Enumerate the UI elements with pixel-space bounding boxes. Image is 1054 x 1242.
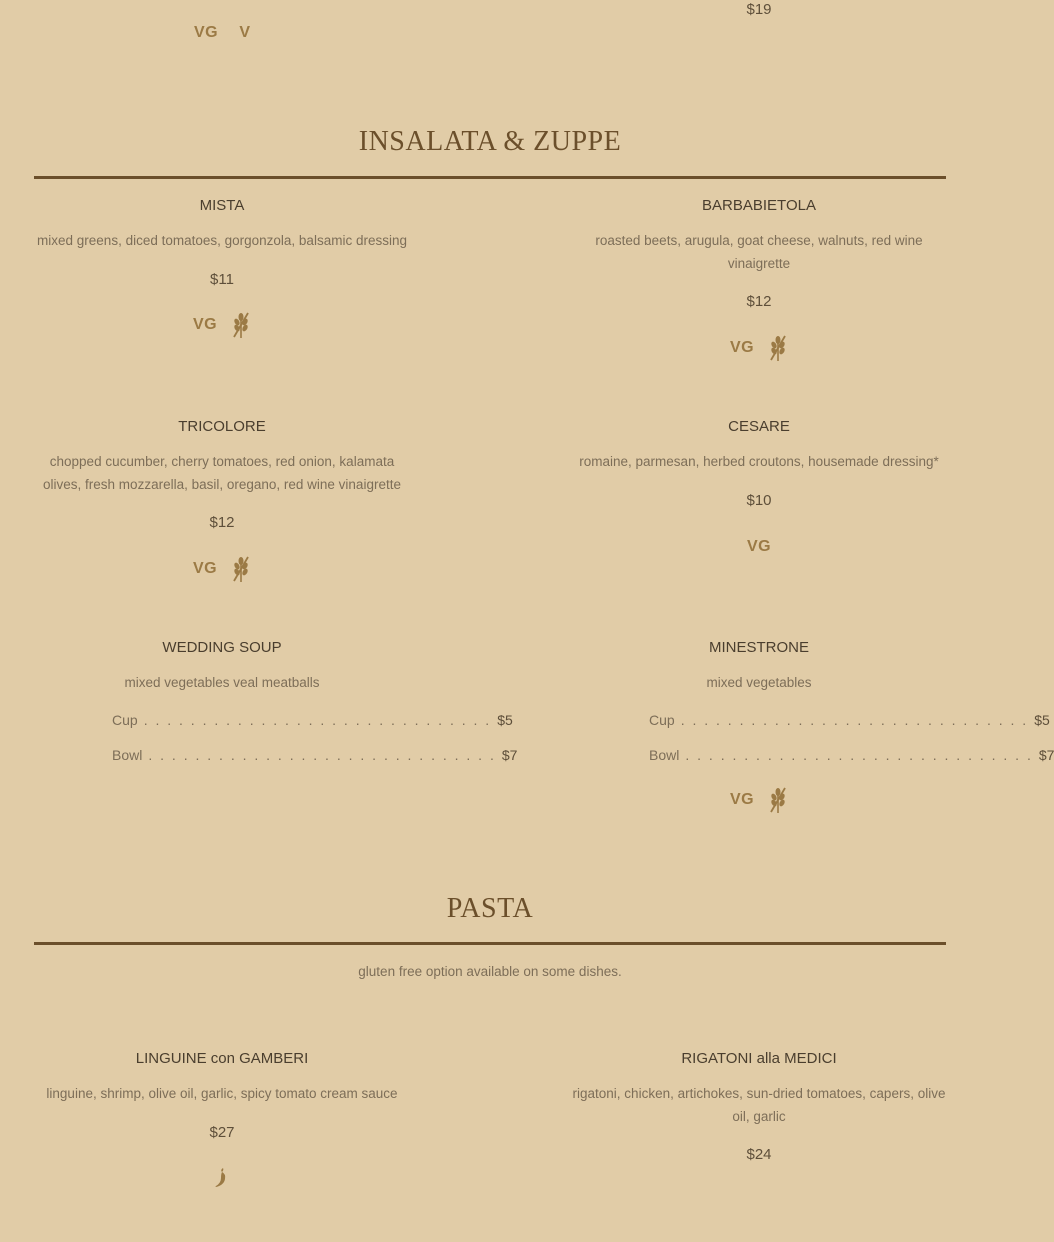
- vegetarian-badge: VG: [194, 24, 219, 41]
- item-price-rigatoni: $24: [746, 1146, 772, 1163]
- dot-leader: . . . . . . . . . . . . . . . . . . . . . . . . . . . . . .: [143, 712, 492, 728]
- soup-size-row: [649, 712, 1050, 728]
- item-name-linguine: LINGUINE con GAMBERI: [135, 1050, 309, 1067]
- section-title-insalata: INSALATA & ZUPPE: [358, 126, 622, 157]
- size-price: $5: [497, 712, 513, 728]
- size-price: $7: [1038, 747, 1054, 763]
- soup-size-row: [112, 747, 518, 763]
- item-desc-minestrone: mixed vegetables: [706, 675, 812, 690]
- item-price-cesare: $10: [746, 492, 772, 509]
- top-left-icons: [194, 24, 250, 42]
- section-title-pasta: PASTA: [446, 893, 534, 924]
- size-price: $7: [501, 747, 518, 763]
- item-name-cesare: CESARE: [728, 418, 790, 435]
- section-divider: [34, 176, 946, 179]
- item-desc-barbabietola-line2: vinaigrette: [727, 256, 791, 271]
- vegetarian-badge: VG: [193, 316, 218, 333]
- item-desc-rigatoni-line1: rigatoni, chicken, artichokes, sun-dried tomatoes, capers, olive: [572, 1086, 946, 1101]
- section-divider: [34, 942, 946, 945]
- spicy-icon: [213, 1167, 229, 1189]
- item-name-wedding-soup: WEDDING SOUP: [162, 639, 282, 656]
- vegetarian-badge: VG: [193, 560, 218, 577]
- item-name-barbabietola: BARBABIETOLA: [702, 197, 816, 214]
- item-price-mista: $11: [210, 271, 234, 288]
- item-icons-minestrone: [730, 786, 788, 814]
- item-price-tricolore: $12: [209, 514, 235, 531]
- item-desc-wedding-soup: mixed vegetables veal meatballs: [124, 675, 320, 690]
- gluten-free-icon: [768, 334, 788, 362]
- item-price-linguine: $27: [209, 1124, 235, 1141]
- item-price-barbabietola: $12: [746, 293, 772, 310]
- pasta-note: gluten free option available on some dishes.: [358, 964, 622, 979]
- soup-size-row: [112, 712, 513, 728]
- dot-leader: . . . . . . . . . . . . . . . . . . . . . . . . . . . . . .: [685, 747, 1033, 763]
- dot-leader: . . . . . . . . . . . . . . . . . . . . . . . . . . . . . .: [680, 712, 1029, 728]
- item-desc-linguine: linguine, shrimp, olive oil, garlic, spicy tomato cream sauce: [46, 1086, 398, 1101]
- item-name-mista: MISTA: [199, 197, 245, 214]
- size-label: Cup: [112, 712, 138, 728]
- item-icons-mista: [193, 311, 251, 339]
- vegetarian-badge: VG: [730, 339, 755, 356]
- size-label: Cup: [649, 712, 675, 728]
- item-desc-tricolore-line2: olives, fresh mozzarella, basil, oregano, red wine vinaigrette: [43, 477, 401, 492]
- item-desc-mista: mixed greens, diced tomatoes, gorgonzola, balsamic dressing: [37, 233, 407, 248]
- gluten-free-icon: [231, 555, 251, 583]
- gluten-free-icon: [231, 311, 251, 339]
- gluten-free-icon: [768, 786, 788, 814]
- top-right-price: $19: [746, 1, 772, 18]
- item-desc-tricolore-line1: chopped cucumber, cherry tomatoes, red onion, kalamata: [49, 454, 395, 469]
- item-icons-tricolore: [193, 555, 251, 583]
- dot-leader: . . . . . . . . . . . . . . . . . . . . . . . . . . . . . .: [148, 747, 496, 763]
- item-desc-cesare: romaine, parmesan, herbed croutons, housemade dressing*: [579, 454, 939, 469]
- vegetarian-badge: VG: [730, 791, 755, 808]
- item-icons-barbabietola: [730, 334, 788, 362]
- item-name-minestrone: MINESTRONE: [708, 639, 810, 656]
- size-label: Bowl: [112, 747, 143, 763]
- vegan-badge: V: [239, 24, 250, 41]
- item-name-tricolore: TRICOLORE: [178, 418, 266, 435]
- item-name-rigatoni: RIGATONI alla MEDICI: [681, 1050, 837, 1067]
- item-desc-barbabietola-line1: roasted beets, arugula, goat cheese, walnuts, red wine: [595, 233, 923, 248]
- vegetarian-badge: VG: [746, 538, 772, 555]
- soup-size-row: [649, 747, 1054, 763]
- size-price: $5: [1034, 712, 1050, 728]
- size-label: Bowl: [649, 747, 680, 763]
- item-desc-rigatoni-line2: oil, garlic: [732, 1109, 786, 1124]
